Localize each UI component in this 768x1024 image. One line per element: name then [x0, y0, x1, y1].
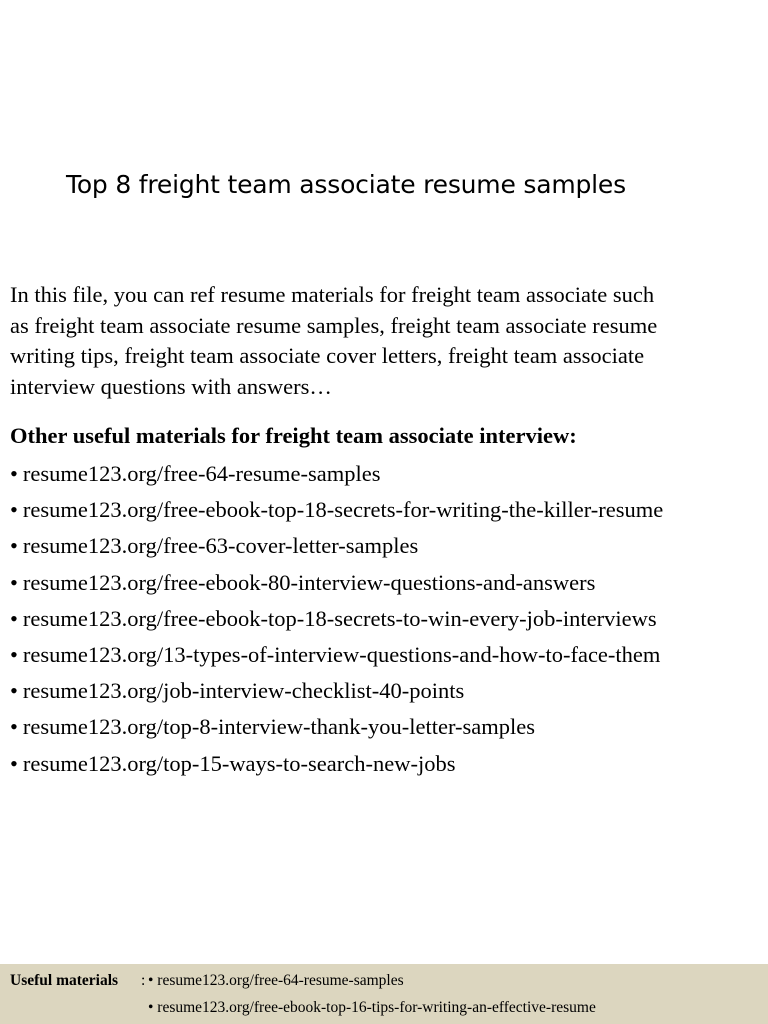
resource-link[interactable]: resume123.org/job-interview-checklist-40-points: [22, 678, 465, 704]
resource-link[interactable]: resume123.org/free-ebook-top-18-secrets-for-writing-the-killer-resume: [22, 497, 664, 523]
resource-link[interactable]: resume123.org/free-ebook-80-interview-questions-and-answers: [22, 569, 596, 595]
footer-bar: [0, 964, 768, 1024]
bullet-icon: •: [10, 750, 18, 776]
footer-link[interactable]: • resume123.org/free-ebook-top-16-tips-for-writing-an-effective-resume: [148, 999, 596, 1016]
list-item: [10, 639, 762, 675]
section-heading: Other useful materials for freight team associate interview:: [10, 423, 577, 448]
bullet-icon: •: [10, 461, 18, 486]
list-item: [10, 458, 762, 494]
list-item: [10, 567, 762, 603]
resource-link[interactable]: resume123.org/free-63-cover-letter-samples: [22, 533, 419, 559]
intro-line: as freight team associate resume samples, freight team associate resume: [10, 312, 658, 338]
resource-link[interactable]: resume123.org/13-types-of-interview-questions-and-how-to-face-them: [22, 641, 661, 667]
page-title: Top 8 freight team associate resume samples: [66, 170, 626, 199]
intro-line: writing tips, freight team associate cover letters, freight team associate: [10, 343, 645, 368]
footer-separator: :: [141, 972, 146, 989]
resource-link[interactable]: resume123.org/top-8-interview-thank-you-letter-samples: [22, 714, 535, 740]
bullet-icon: •: [10, 678, 18, 704]
list-item: [10, 711, 762, 747]
bullet-icon: •: [10, 533, 18, 559]
bullet-icon: •: [10, 714, 18, 740]
bullet-icon: •: [10, 497, 18, 523]
resource-link[interactable]: resume123.org/free-ebook-top-18-secrets-to-win-every-job-interviews: [22, 605, 657, 631]
intro-line: interview questions with answers…: [10, 373, 332, 399]
resource-link[interactable]: resume123.org/top-15-ways-to-search-new-jobs: [22, 750, 456, 776]
list-item: [10, 748, 762, 784]
list-item: [10, 530, 762, 566]
list-item: [10, 603, 762, 639]
list-item: [10, 675, 762, 711]
resource-link[interactable]: resume123.org/free-64-resume-samples: [22, 461, 381, 486]
intro-paragraph: [10, 280, 762, 402]
list-item: [10, 494, 762, 530]
bullet-icon: •: [10, 569, 18, 595]
footer-label: Useful materials: [10, 972, 119, 989]
bullet-icon: •: [10, 641, 18, 667]
bullet-icon: •: [10, 605, 18, 631]
intro-line: In this file, you can ref resume materials for freight team associate such: [10, 282, 655, 307]
footer-link[interactable]: • resume123.org/free-64-resume-samples: [148, 972, 404, 989]
resource-link-list: [10, 458, 762, 784]
